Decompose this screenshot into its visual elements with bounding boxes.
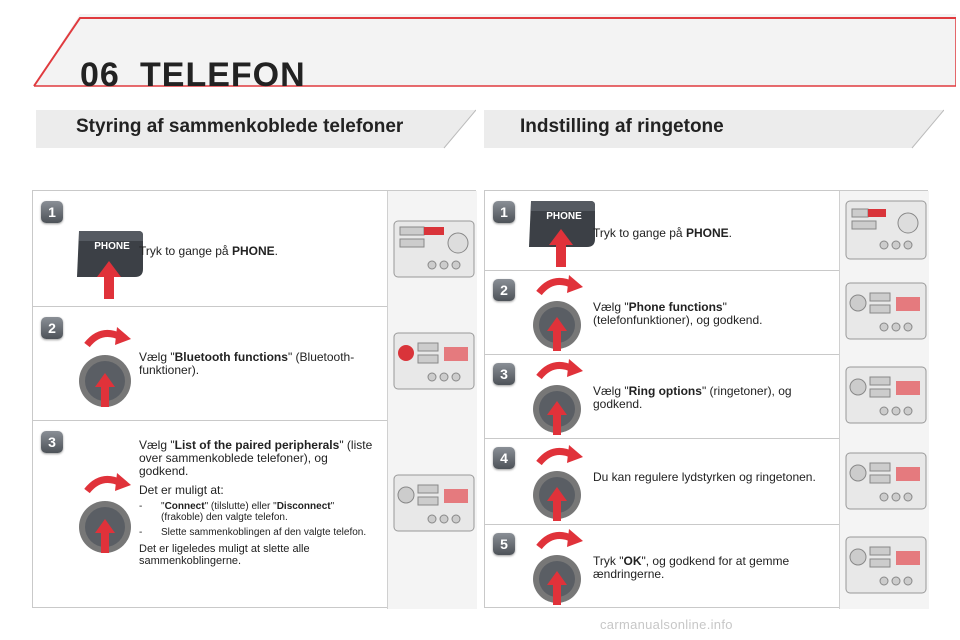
step-badge: 1 (493, 201, 515, 223)
bullet-delete (139, 527, 379, 538)
radio-panel-thumbnail (839, 191, 929, 271)
radio-panel-thumbnail (839, 525, 929, 609)
right-step-2 (485, 271, 927, 355)
bullet-dash: - (139, 527, 143, 538)
step-badge: 3 (493, 363, 515, 385)
chapter-number: 06 (80, 56, 120, 94)
right-step-4 (485, 439, 927, 525)
text-part: " (ringetoner), og godkend. (593, 384, 792, 411)
right-panel (484, 190, 928, 608)
text-bold: Bluetooth functions (174, 350, 288, 364)
text-part: ", og godkend for at gemme ændringerne. (593, 554, 790, 581)
step-badge: 5 (493, 533, 515, 555)
right-step-3 (485, 355, 927, 439)
radio-panel-thumbnail (839, 355, 929, 439)
right-step-1-text (593, 227, 833, 240)
text-part: Vælg " (139, 438, 175, 452)
rotary-knob-icon (525, 525, 589, 614)
left-panel (32, 190, 476, 608)
rotary-knob-icon (525, 271, 589, 360)
left-step-2-text (139, 351, 379, 377)
text-part: " (liste over sammenkoblede telefoner), og godkend. (139, 438, 373, 478)
text-bold: PHONE (685, 226, 729, 240)
right-step-1 (485, 191, 927, 271)
right-step-3-text (593, 385, 823, 411)
text-bold: Connect (164, 501, 205, 512)
radio-panel-thumbnail (387, 421, 477, 609)
step-badge: 2 (41, 317, 63, 339)
text-part: . (274, 244, 278, 258)
right-step-5-text (593, 555, 823, 581)
left-step-1-text (139, 245, 379, 258)
text-part: " (Bluetooth-funktioner). (139, 350, 355, 377)
rotary-knob-icon (73, 467, 137, 564)
rotary-knob-icon (525, 355, 589, 444)
left-step-3-main (139, 439, 379, 478)
rotary-knob-icon (73, 321, 137, 418)
left-section-title: Styring af sammenkoblede telefoner (76, 116, 404, 137)
radio-panel-thumbnail (839, 439, 929, 525)
left-step-3-text (139, 439, 379, 567)
chapter-title: TELEFON (140, 56, 306, 94)
phone-button-label: PHONE (94, 241, 130, 252)
text-bold: OK (623, 554, 642, 568)
watermark: carmanualsonline.info (600, 617, 733, 632)
radio-panel-thumbnail (387, 191, 477, 307)
left-step-3-subtext: Det er muligt at: (139, 483, 224, 497)
text-part: . (728, 226, 732, 240)
phone-button-icon (73, 227, 147, 308)
left-step-3-note: Det er ligeledes muligt at slette alle sammenkoblingerne. (139, 543, 310, 567)
left-step-1 (33, 191, 475, 307)
left-step-3 (33, 421, 475, 609)
text-part: " (161, 501, 165, 512)
text-part: Tryk " (593, 554, 624, 568)
phone-button-icon (525, 197, 599, 274)
radio-panel-thumbnail (387, 307, 477, 421)
step-badge: 3 (41, 431, 63, 453)
left-section-band (36, 108, 476, 150)
text-part: Tryk to gange på (593, 226, 686, 240)
text-part: " (frakoble) den valgte telefon. (161, 501, 335, 523)
right-section-title: Indstilling af ringetone (520, 116, 724, 137)
bullet-connect (139, 501, 379, 523)
right-step-2-text (593, 301, 823, 327)
text-part: Vælg " (139, 350, 175, 364)
phone-button-label: PHONE (546, 211, 582, 222)
text-bold: List of the paired peripherals (174, 438, 340, 452)
right-step-4-text: Du kan regulere lydstyrken og ringetonen. (593, 470, 816, 484)
text-bold: PHONE (231, 244, 275, 258)
rotary-knob-icon (525, 441, 589, 530)
text-bold: Phone functions (628, 300, 723, 314)
right-section-band (484, 108, 944, 150)
text-part: Vælg " (593, 384, 629, 398)
text-bold: Ring options (628, 384, 702, 398)
bullet-dash: - (139, 501, 143, 512)
left-step-2 (33, 307, 475, 421)
text-bold: Disconnect (276, 501, 331, 512)
radio-panel-thumbnail (839, 271, 929, 355)
step-badge: 2 (493, 279, 515, 301)
text-part: Vælg " (593, 300, 629, 314)
text-part: Slette sammenkoblingen af den valgte telefon. (161, 527, 367, 538)
text-part: " (tilslutte) eller " (204, 501, 277, 512)
step-badge: 4 (493, 447, 515, 469)
step-badge: 1 (41, 201, 63, 223)
right-step-5 (485, 525, 927, 609)
text-part: " (telefonfunktioner), og godkend. (593, 300, 763, 327)
text-part: Tryk to gange på (139, 244, 232, 258)
